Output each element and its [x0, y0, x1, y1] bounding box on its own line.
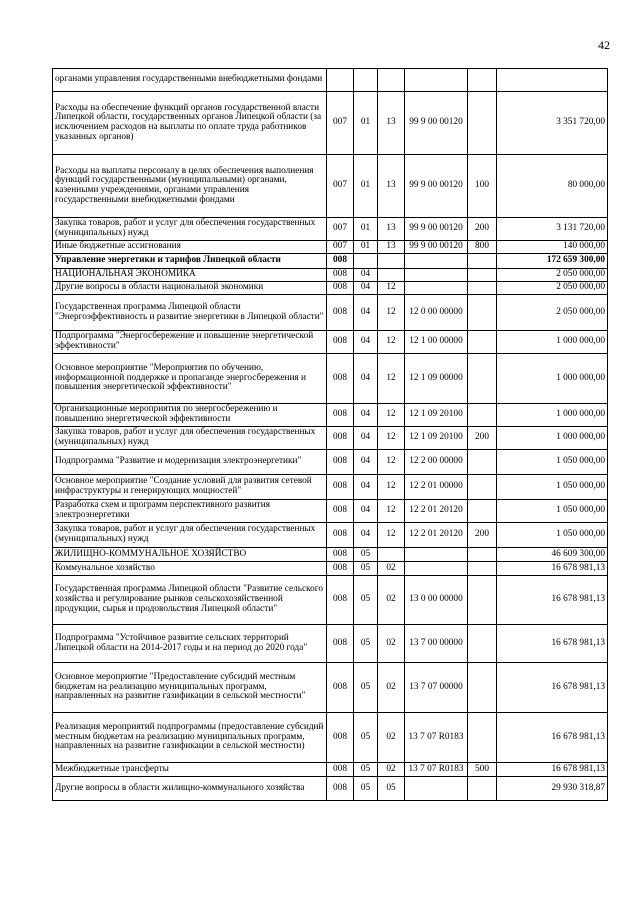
table-row — [53, 331, 608, 354]
target-article-cell: 12 1 00 00000 — [405, 331, 468, 354]
subsection-code-cell: 13 — [378, 92, 405, 155]
target-article-cell: 12 2 01 20120 — [405, 500, 468, 523]
section-code-cell — [354, 69, 378, 92]
amount-cell: 29 930 318,87 — [497, 777, 608, 801]
amount-cell: 1 050 000,00 — [497, 500, 608, 523]
subsection-code-cell — [378, 254, 405, 269]
expense-name-cell: Организационные мероприятия по энергосбережению и повышению энергетической эффективности — [53, 404, 327, 427]
section-code-cell: 05 — [354, 663, 378, 713]
subsection-code-cell: 13 — [378, 155, 405, 218]
target-article-cell — [405, 562, 468, 576]
subsection-code-cell — [378, 69, 405, 92]
expense-name-cell: Закупка товаров, работ и услуг для обеспечения государственных (муниципальных) нужд — [53, 218, 327, 241]
section-code-cell: 01 — [354, 241, 378, 254]
section-code-cell: 04 — [354, 500, 378, 523]
amount-cell: 1 000 000,00 — [497, 331, 608, 354]
expense-name-cell: Закупка товаров, работ и услуг для обеспечения государственных (муниципальных) нужд — [53, 427, 327, 450]
target-article-cell: 13 7 07 00000 — [405, 663, 468, 713]
amount-cell: 172 659 300,00 — [497, 254, 608, 269]
amount-cell: 46 609 300,00 — [497, 548, 608, 562]
expense-type-cell — [468, 254, 497, 269]
subsection-code-cell: 05 — [378, 777, 405, 801]
expense-type-cell — [468, 295, 497, 331]
target-article-cell: 99 9 00 00120 — [405, 92, 468, 155]
expense-name-cell: Основное мероприятие "Мероприятия по обучению, информационной поддержке и пропаганде энергосбережения и повышения энергетической эффективности" — [53, 354, 327, 404]
amount-cell: 140 000,00 — [497, 241, 608, 254]
page-number: 42 — [598, 38, 610, 52]
subsection-code-cell — [378, 269, 405, 282]
target-article-cell: 13 7 07 R0183 — [405, 713, 468, 763]
expense-type-cell — [468, 576, 497, 625]
target-article-cell: 12 1 09 00000 — [405, 354, 468, 404]
subsection-code-cell: 12 — [378, 450, 405, 475]
amount-cell: 2 050 000,00 — [497, 295, 608, 331]
ministry-code-cell: 008 — [327, 523, 354, 548]
target-article-cell — [405, 254, 468, 269]
amount-cell: 1 050 000,00 — [497, 475, 608, 500]
table-row — [53, 500, 608, 523]
target-article-cell: 12 2 01 20120 — [405, 523, 468, 548]
expense-name-cell: ЖИЛИЩНО-КОММУНАЛЬНОЕ ХОЗЯЙСТВО — [53, 548, 327, 562]
expense-name-cell: Другие вопросы в области национальной экономики — [53, 282, 327, 295]
subsection-code-cell: 12 — [378, 354, 405, 404]
table-row — [53, 241, 608, 254]
subsection-code-cell: 12 — [378, 282, 405, 295]
expense-type-cell — [468, 625, 497, 663]
table-row — [53, 523, 608, 548]
expense-name-cell: Подпрограмма "Развитие и модернизация электроэнергетики" — [53, 450, 327, 475]
subsection-code-cell: 12 — [378, 404, 405, 427]
amount-cell — [497, 69, 608, 92]
section-code-cell: 04 — [354, 282, 378, 295]
target-article-cell — [405, 69, 468, 92]
expense-name-cell: Управление энергетики и тарифов Липецкой области — [53, 254, 327, 269]
table-row — [53, 763, 608, 777]
expense-type-cell — [468, 475, 497, 500]
target-article-cell: 12 1 09 20100 — [405, 427, 468, 450]
section-code-cell: 05 — [354, 625, 378, 663]
amount-cell: 1 000 000,00 — [497, 404, 608, 427]
expense-type-cell: 500 — [468, 763, 497, 777]
expense-type-cell — [468, 282, 497, 295]
target-article-cell: 99 9 00 00120 — [405, 241, 468, 254]
table-row — [53, 254, 608, 269]
subsection-code-cell: 02 — [378, 663, 405, 713]
section-code-cell: 04 — [354, 295, 378, 331]
ministry-code-cell: 008 — [327, 282, 354, 295]
expense-name-cell: Основное мероприятие "Предоставление субсидий местным бюджетам на реализацию муниципальных программ, направленных на развитие газификации в сельской местности" — [53, 663, 327, 713]
expense-name-cell: Государственная программа Липецкой области "Развитие сельского хозяйства и регулирование рынков сельскохозяйственной продукции, сырья и продовольствия Липецкой области" — [53, 576, 327, 625]
table-row — [53, 269, 608, 282]
budget-table — [52, 68, 608, 801]
subsection-code-cell: 02 — [378, 625, 405, 663]
table-row — [53, 218, 608, 241]
amount-cell: 16 678 981,13 — [497, 763, 608, 777]
ministry-code-cell: 008 — [327, 475, 354, 500]
section-code-cell: 04 — [354, 427, 378, 450]
expense-name-cell: Подпрограмма "Энергосбережение и повышение энергетической эффективности" — [53, 331, 327, 354]
amount-cell: 1 050 000,00 — [497, 450, 608, 475]
amount-cell: 3 131 720,00 — [497, 218, 608, 241]
section-code-cell: 05 — [354, 713, 378, 763]
ministry-code-cell: 008 — [327, 548, 354, 562]
section-code-cell: 04 — [354, 523, 378, 548]
expense-name-cell: Межбюджетные трансферты — [53, 763, 327, 777]
subsection-code-cell: 13 — [378, 241, 405, 254]
expense-type-cell — [468, 69, 497, 92]
ministry-code-cell: 008 — [327, 763, 354, 777]
expense-type-cell — [468, 548, 497, 562]
expense-type-cell — [468, 777, 497, 801]
expense-type-cell — [468, 450, 497, 475]
target-article-cell: 99 9 00 00120 — [405, 218, 468, 241]
target-article-cell: 13 0 00 00000 — [405, 576, 468, 625]
subsection-code-cell: 02 — [378, 576, 405, 625]
expense-type-cell — [468, 404, 497, 427]
expense-name-cell: Расходы на обеспечение функций органов государственной власти Липецкой области, государственных органов Липецкой области (за исключением расходов на выплаты по оплате труда работников указанных органов) — [53, 92, 327, 155]
subsection-code-cell: 02 — [378, 763, 405, 777]
subsection-code-cell: 12 — [378, 331, 405, 354]
expense-type-cell — [468, 562, 497, 576]
expense-type-cell: 200 — [468, 218, 497, 241]
subsection-code-cell: 12 — [378, 500, 405, 523]
ministry-code-cell: 008 — [327, 713, 354, 763]
ministry-code-cell: 007 — [327, 218, 354, 241]
target-article-cell — [405, 269, 468, 282]
expense-name-cell: Основное мероприятие "Создание условий для развития сетевой инфраструктуры и генерирующих мощностей" — [53, 475, 327, 500]
target-article-cell — [405, 282, 468, 295]
amount-cell: 16 678 981,13 — [497, 576, 608, 625]
amount-cell: 1 000 000,00 — [497, 427, 608, 450]
ministry-code-cell: 008 — [327, 295, 354, 331]
subsection-code-cell: 12 — [378, 475, 405, 500]
ministry-code-cell: 008 — [327, 562, 354, 576]
section-code-cell: 05 — [354, 548, 378, 562]
target-article-cell: 12 0 00 00000 — [405, 295, 468, 331]
table-row — [53, 282, 608, 295]
amount-cell: 16 678 981,13 — [497, 663, 608, 713]
amount-cell: 2 050 000,00 — [497, 282, 608, 295]
amount-cell: 3 351 720,00 — [497, 92, 608, 155]
table-row — [53, 777, 608, 801]
expense-name-cell: Иные бюджетные ассигнования — [53, 241, 327, 254]
amount-cell: 1 000 000,00 — [497, 354, 608, 404]
expense-type-cell: 100 — [468, 155, 497, 218]
ministry-code-cell: 008 — [327, 576, 354, 625]
table-row — [53, 450, 608, 475]
section-code-cell: 04 — [354, 450, 378, 475]
subsection-code-cell: 12 — [378, 295, 405, 331]
subsection-code-cell: 02 — [378, 562, 405, 576]
amount-cell: 16 678 981,13 — [497, 562, 608, 576]
ministry-code-cell: 008 — [327, 331, 354, 354]
subsection-code-cell: 12 — [378, 523, 405, 548]
ministry-code-cell: 007 — [327, 155, 354, 218]
table-row — [53, 155, 608, 218]
table-row — [53, 663, 608, 713]
expense-name-cell: Реализация мероприятий подпрограммы (предоставление субсидий местным бюджетам на реализацию муниципальных программ, направленных на развитие газификации в сельской местности) — [53, 713, 327, 763]
section-code-cell: 05 — [354, 777, 378, 801]
ministry-code-cell: 008 — [327, 663, 354, 713]
section-code-cell: 01 — [354, 155, 378, 218]
expense-type-cell: 200 — [468, 427, 497, 450]
ministry-code-cell: 007 — [327, 241, 354, 254]
ministry-code-cell: 008 — [327, 500, 354, 523]
expense-name-cell: Подпрограмма "Устойчивое развитие сельских территорий Липецкой области на 2014-2017 годы и на период до 2020 года" — [53, 625, 327, 663]
table-row — [53, 713, 608, 763]
target-article-cell: 99 9 00 00120 — [405, 155, 468, 218]
ministry-code-cell: 007 — [327, 92, 354, 155]
target-article-cell: 13 7 07 R0183 — [405, 763, 468, 777]
target-article-cell: 12 1 09 20100 — [405, 404, 468, 427]
amount-cell: 16 678 981,13 — [497, 713, 608, 763]
expense-name-cell: Коммунальное хозяйство — [53, 562, 327, 576]
section-code-cell: 05 — [354, 562, 378, 576]
expense-type-cell — [468, 663, 497, 713]
expense-name-cell: Закупка товаров, работ и услуг для обеспечения государственных (муниципальных) нужд — [53, 523, 327, 548]
expense-type-cell: 800 — [468, 241, 497, 254]
section-code-cell: 04 — [354, 404, 378, 427]
table-row — [53, 475, 608, 500]
expense-name-cell: Расходы на выплаты персоналу в целях обеспечения выполнения функций государственными (муниципальными) органами, казенными учреждениями, органами управления государственными внебюджетными фондами — [53, 155, 327, 218]
section-code-cell: 05 — [354, 576, 378, 625]
target-article-cell — [405, 777, 468, 801]
table-row — [53, 354, 608, 404]
ministry-code-cell: 008 — [327, 354, 354, 404]
section-code-cell: 04 — [354, 269, 378, 282]
section-code-cell: 01 — [354, 92, 378, 155]
amount-cell: 1 050 000,00 — [497, 523, 608, 548]
table-row — [53, 427, 608, 450]
table-row — [53, 625, 608, 663]
section-code-cell: 01 — [354, 218, 378, 241]
ministry-code-cell: 008 — [327, 427, 354, 450]
ministry-code-cell — [327, 69, 354, 92]
table-row — [53, 576, 608, 625]
amount-cell: 2 050 000,00 — [497, 269, 608, 282]
table-row — [53, 92, 608, 155]
expense-type-cell: 200 — [468, 523, 497, 548]
expense-name-cell: Другие вопросы в области жилищно-коммунального хозяйства — [53, 777, 327, 801]
table-row — [53, 404, 608, 427]
subsection-code-cell: 02 — [378, 713, 405, 763]
amount-cell: 80 000,00 — [497, 155, 608, 218]
table-row — [53, 562, 608, 576]
expense-type-cell — [468, 92, 497, 155]
section-code-cell: 04 — [354, 331, 378, 354]
subsection-code-cell: 12 — [378, 427, 405, 450]
expense-type-cell — [468, 331, 497, 354]
expense-type-cell — [468, 713, 497, 763]
subsection-code-cell — [378, 548, 405, 562]
expense-type-cell — [468, 500, 497, 523]
section-code-cell: 04 — [354, 354, 378, 404]
section-code-cell — [354, 254, 378, 269]
section-code-cell: 05 — [354, 763, 378, 777]
expense-name-cell: органами управления государственными внебюджетными фондами — [53, 69, 327, 92]
target-article-cell: 12 2 01 00000 — [405, 475, 468, 500]
ministry-code-cell: 008 — [327, 450, 354, 475]
expense-type-cell — [468, 269, 497, 282]
expense-name-cell: Государственная программа Липецкой области "Энергоэффективность и развитие энергетики в Липецкой области" — [53, 295, 327, 331]
ministry-code-cell: 008 — [327, 269, 354, 282]
table-row — [53, 69, 608, 92]
section-code-cell: 04 — [354, 475, 378, 500]
ministry-code-cell: 008 — [327, 625, 354, 663]
amount-cell: 16 678 981,13 — [497, 625, 608, 663]
expense-name-cell: НАЦИОНАЛЬНАЯ ЭКОНОМИКА — [53, 269, 327, 282]
table-row — [53, 295, 608, 331]
ministry-code-cell: 008 — [327, 777, 354, 801]
subsection-code-cell: 13 — [378, 218, 405, 241]
ministry-code-cell: 008 — [327, 404, 354, 427]
target-article-cell: 13 7 00 00000 — [405, 625, 468, 663]
target-article-cell: 12 2 00 00000 — [405, 450, 468, 475]
ministry-code-cell: 008 — [327, 254, 354, 269]
expense-type-cell — [468, 354, 497, 404]
table-row — [53, 548, 608, 562]
expense-name-cell: Разработка схем и программ перспективного развития электроэнергетики — [53, 500, 327, 523]
target-article-cell — [405, 548, 468, 562]
